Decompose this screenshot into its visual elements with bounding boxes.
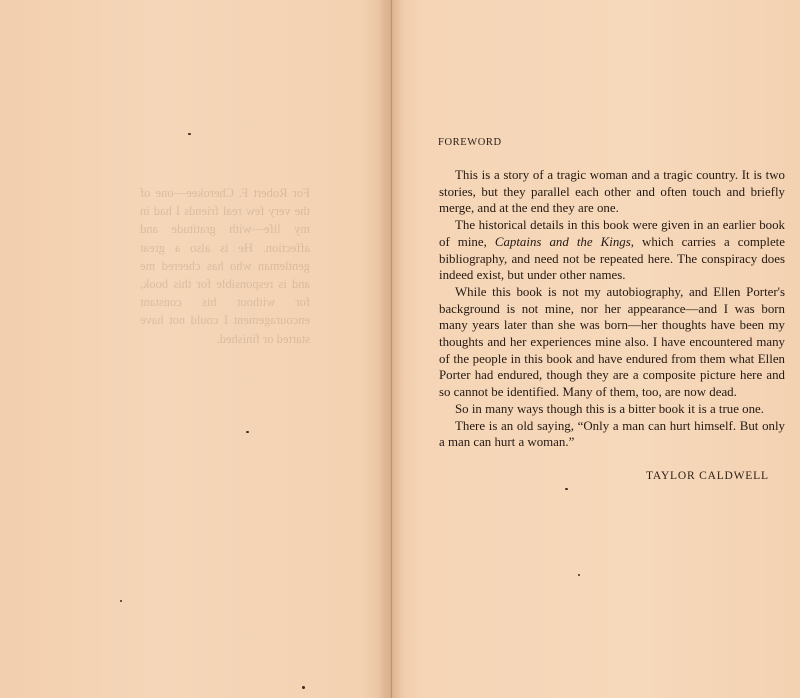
paper-speck: [188, 133, 191, 135]
foreword-paragraph-3: [439, 284, 785, 401]
foreword-body: [439, 167, 785, 451]
foreword-paragraph-1: [439, 167, 785, 217]
author-signature: TAYLOR CALDWELL: [646, 470, 769, 482]
paper-speck: [565, 488, 568, 490]
foreword-paragraph-4: [439, 401, 785, 418]
paragraph-text: This is a story of a tragic woman and a tragic country. It is two stories, but they parallel each other and often touch and briefly merge, and at the end they are one.: [439, 168, 785, 216]
paragraph-text: There is an old saying, “Only a man can hurt himself. But only a man can hurt a woman.”: [439, 418, 785, 450]
bleed-through-text: For Robert F. Cherokee—one of the very few real friends I had in my life—with gratitude and affection. He is also a great gentleman who has cheered me and is responsible for this book, for without his constant encouragement I could not have started or finished.: [140, 186, 310, 346]
book-title: Captains and the Kings: [494, 234, 631, 249]
foreword-paragraph-2: [439, 217, 785, 284]
right-page: [392, 0, 800, 698]
paragraph-text: While this book is not my autobiography, and Ellen Porter's background is not mine, nor her appearance—and I was born many years later than she was born—her thoughts have been my thoughts and her experiences mine also. I have encountered many of the people in this book and have endured from them what Ellen Porter had endured, though they are a composite picture here and so cannot be identified. Many of them, too, are now dead.: [439, 284, 785, 400]
paragraph-text: , which carries a complete bibliography, and need not be repeated here. The conspiracy does indeed exist, but under other names.: [439, 234, 785, 283]
paper-speck: [246, 431, 249, 433]
foreword-paragraph-5: [439, 418, 785, 451]
paragraph-text: The historical details in this book were given in an earlier book of mine,: [439, 218, 785, 249]
paper-speck: [302, 686, 305, 689]
paper-speck: [578, 574, 580, 576]
page-title: FOREWORD: [438, 137, 502, 148]
paragraph-text: So in many ways though this is a bitter book it is a true one.: [455, 401, 764, 416]
left-page: [0, 0, 391, 698]
paper-speck: [120, 600, 122, 602]
